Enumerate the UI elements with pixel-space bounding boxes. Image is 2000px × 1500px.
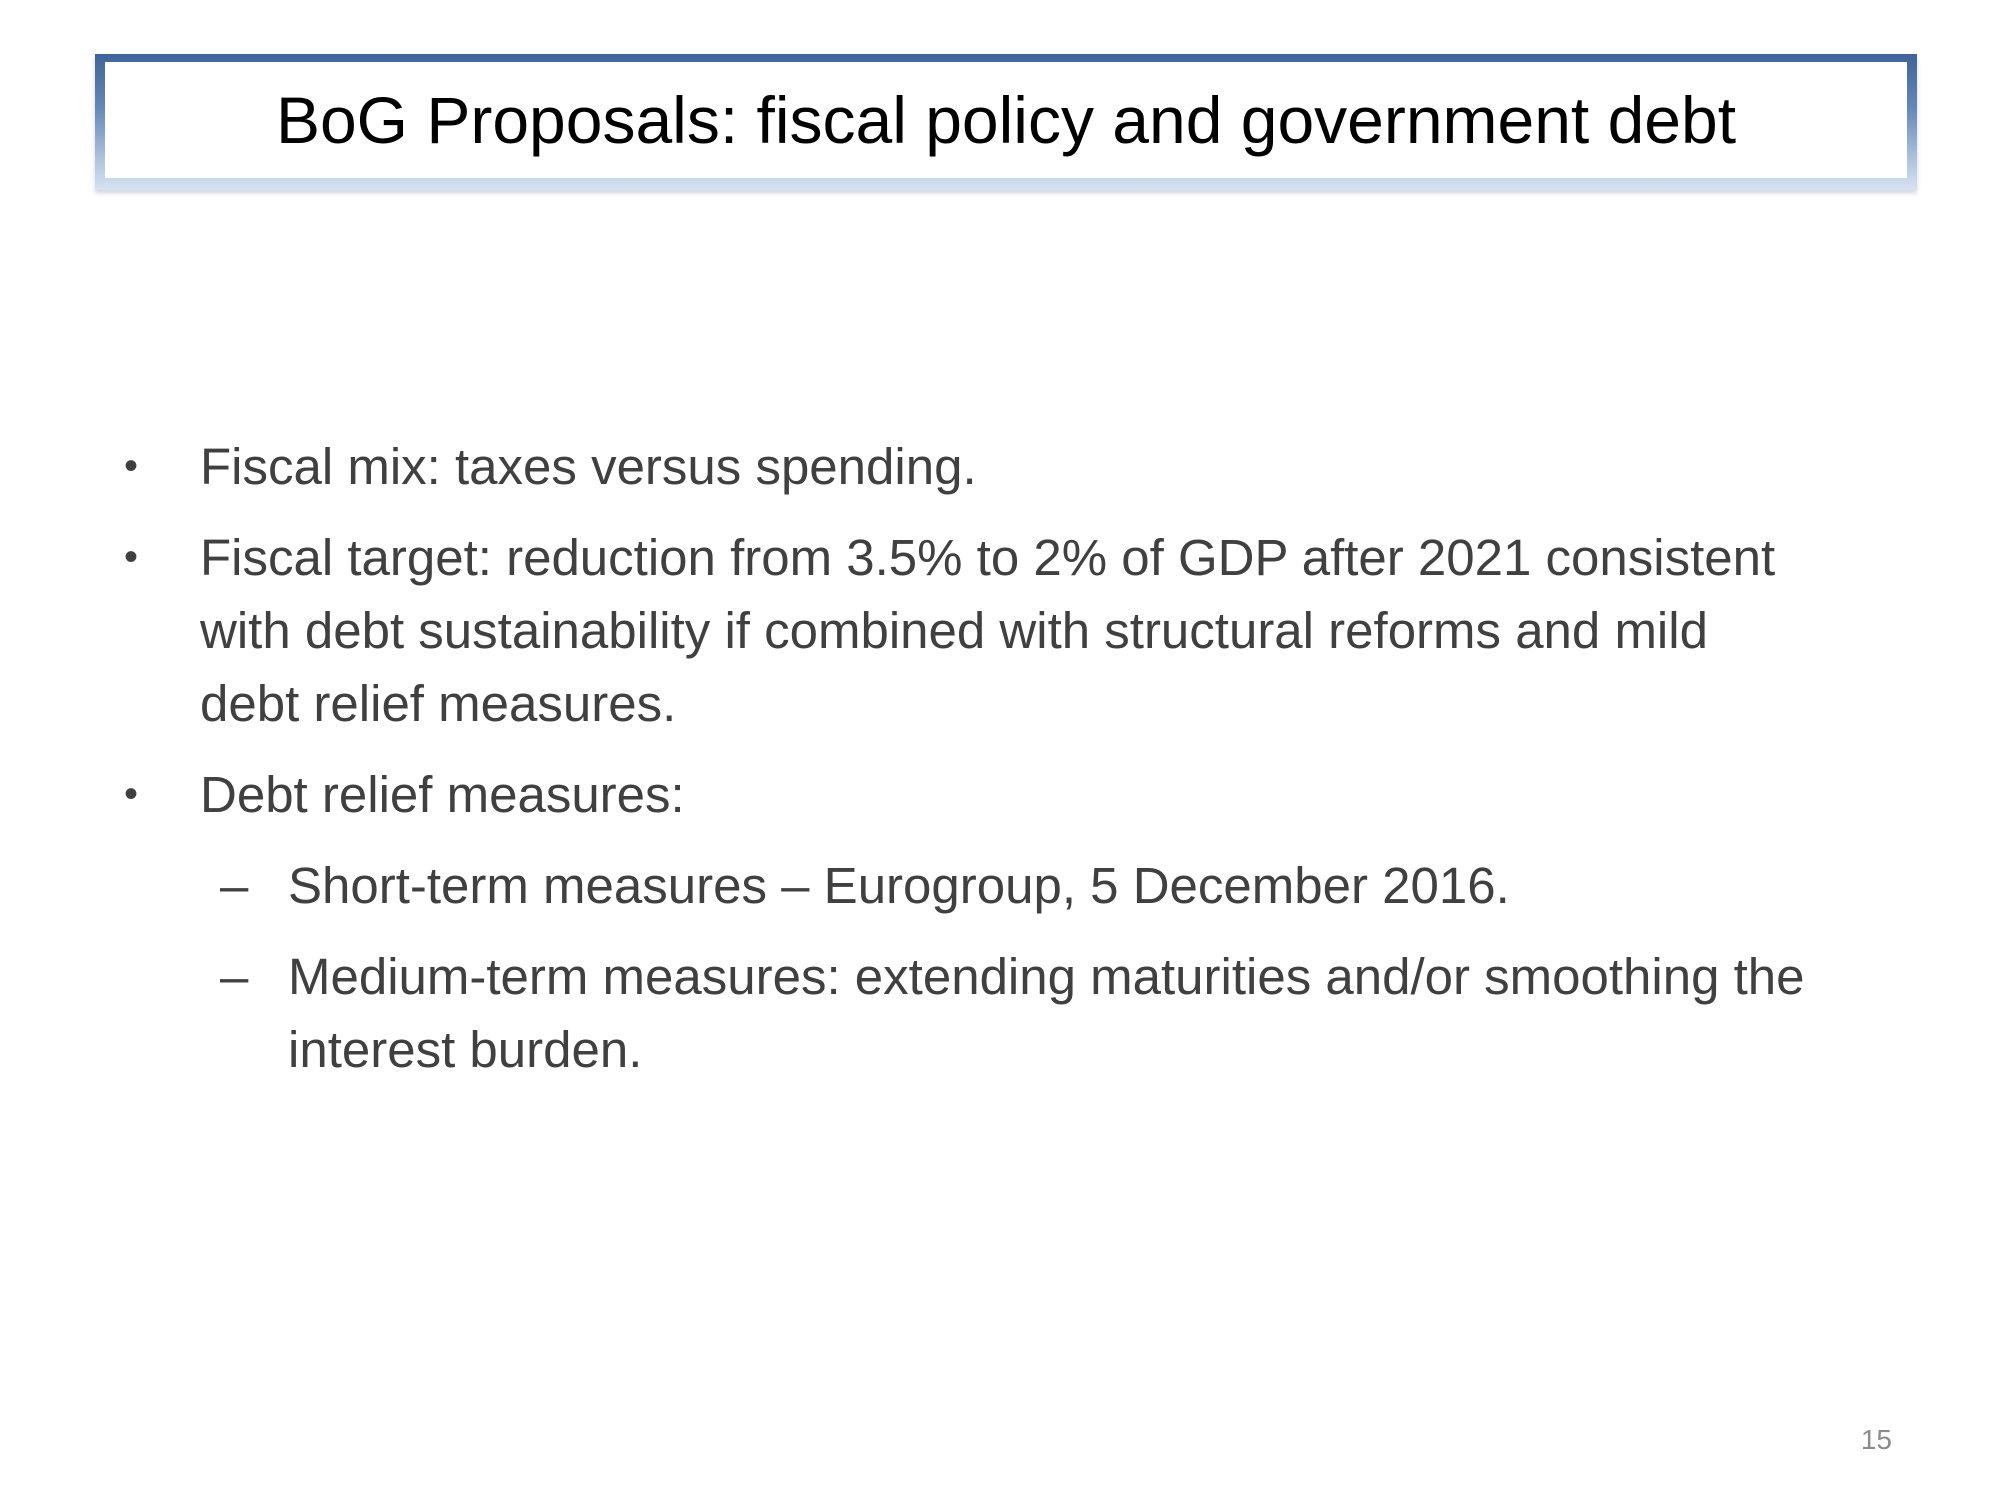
title-frame (95, 54, 1917, 190)
sub-bullet-item (120, 849, 1820, 922)
sub-bullet-marker: – (220, 857, 249, 914)
bullet-item (120, 521, 1820, 740)
bullet-text: Fiscal mix: taxes versus spending. (200, 438, 977, 495)
sub-bullet-item (120, 940, 1820, 1086)
sub-bullet-text: Short-term measures – Eurogroup, 5 December 2016. (288, 857, 1510, 914)
bullet-text: Fiscal target: reduction from 3.5% to 2% of GDP after 2021 consistent with debt sustainability if combined with structural reforms and mild debt relief measures. (200, 529, 1776, 732)
bullet-marker: • (124, 772, 139, 816)
bullet-item (120, 430, 1820, 503)
bullet-text: Debt relief measures: (200, 766, 685, 823)
bullet-marker: • (124, 444, 139, 488)
bullet-item (120, 758, 1820, 831)
sub-bullet-text: Medium-term measures: extending maturities and/or smoothing the interest burden. (288, 948, 1805, 1078)
bullet-list (120, 430, 1820, 1104)
sub-bullet-marker: – (220, 948, 249, 1005)
title-box (105, 62, 1907, 178)
slide-title: BoG Proposals: fiscal policy and government debt (275, 83, 1737, 157)
bullet-marker: • (124, 535, 139, 579)
page-number: 15 (1860, 1424, 1892, 1455)
